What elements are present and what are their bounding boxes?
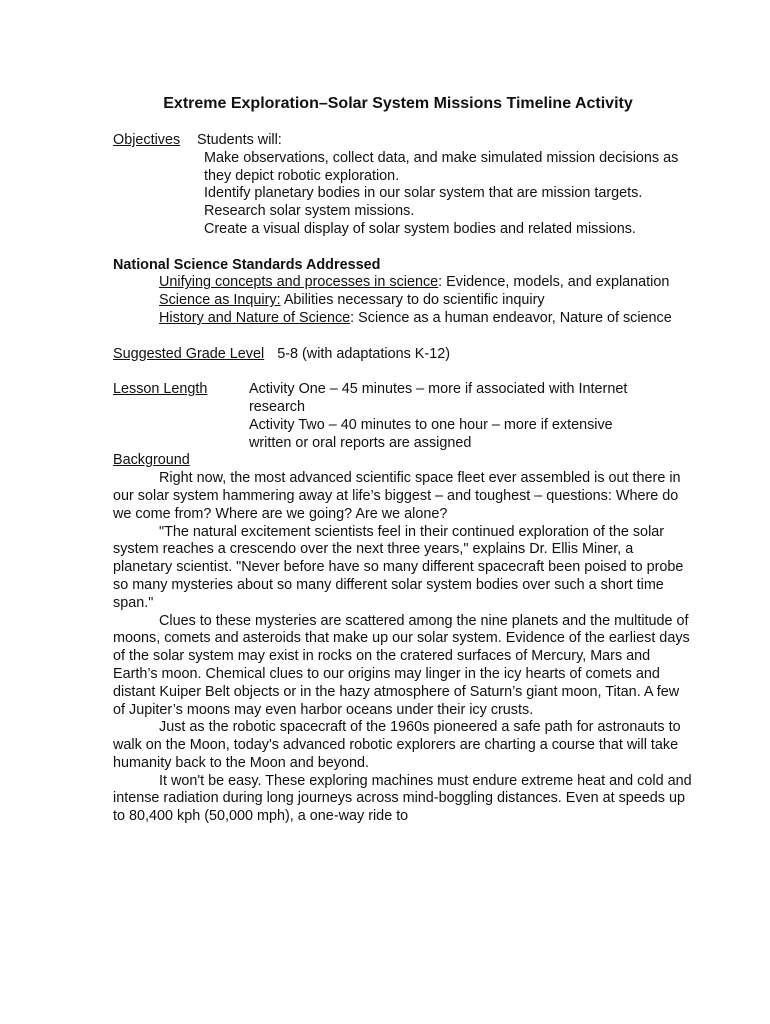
background-paragraph: Right now, the most advanced scientific space fleet ever assembled is out there in our solar system hammering away at life’s biggest – and toughest – questions: Where do we come from? Where are we going? Are we alone? (113, 470, 681, 522)
grade-level-row (113, 346, 693, 364)
objective-item: Make observations, collect data, and make simulated mission decisions as they depict robotic exploration. (204, 149, 679, 184)
objective-item: Research solar system missions. (204, 203, 415, 220)
lesson-length-label: Lesson Length (113, 381, 208, 398)
background-paragraph: Just as the robotic spacecraft of the 1960s pioneered a safe path for astronauts to walk on the Moon, today's advanced robotic explorers are charting a course that will take humanity back to the Moon and beyond. (113, 719, 681, 771)
lesson-item: Activity One – 45 minutes – more if associated with Internet research (249, 381, 628, 415)
standard-item: History and Nature of Science: Science as a human endeavor, Nature of science (159, 309, 672, 326)
lesson-length-section (113, 381, 693, 452)
standard-text: Abilities necessary to do scientific inquiry (283, 292, 545, 309)
standards-heading: National Science Standards Addressed (113, 256, 381, 273)
objectives-label: Objectives (113, 132, 181, 148)
standard-item (113, 292, 693, 310)
background-heading: Background (113, 452, 190, 469)
grade-level-value: 5-8 (with adaptations K-12) (277, 345, 450, 362)
standard-label: Science as Inquiry: (159, 292, 281, 309)
standards-section (113, 257, 693, 328)
standard-label: Unifying concepts and processes in science (159, 274, 439, 291)
background-section (113, 452, 693, 826)
objective-item: Create a visual display of solar system bodies and related missions. (204, 220, 636, 237)
standard-item: Unifying concepts and processes in science: Evidence, models, and explanation (159, 274, 670, 291)
objective-item: Identify planetary bodies in our solar system that are mission targets. (204, 185, 643, 202)
standard-text: Evidence, models, and explanation (446, 274, 670, 291)
objectives-section (113, 132, 693, 239)
objectives-intro: Students will: (197, 132, 282, 148)
standard-text: Science as a human endeavor, Nature of science (358, 309, 672, 326)
background-paragraph: It won't be easy. These exploring machines must endure extreme heat and cold and intense radiation during long journeys across mind-boggling distances. Even at speeds up to 80,400 kph (50,000 mph), a one-way ride to (113, 772, 692, 825)
background-paragraph: "The natural excitement scientists feel in their continued exploration of the solar system reaches a crescendo over the next three years," explains Dr. Ellis Miner, a planetary scientist. "Never before have so many different spacecraft been poised to probe so many mysteries about so many different solar system bodies over such a short time span." (113, 523, 684, 611)
background-paragraph: Clues to these mysteries are scattered among the nine planets and the multitude of moons, comets and asteroids that make up our solar system. Evidence of the earliest days of the solar system may exist in rocks on the cratered surfaces of Mercury, Mars and Earth’s moon. Chemical clues to our origins may linger in the icy hearts of comets and distant Kuiper Belt objects or in the hazy atmosphere of Saturn’s giant moon, Titan. A few of Jupiter’s moons may even harbor oceans under their icy crusts. (113, 612, 690, 718)
document-title: Extreme Exploration–Solar System Missions Timeline Activity (163, 95, 633, 112)
standard-label: History and Nature of Science (159, 309, 351, 326)
lesson-item: Activity Two – 40 minutes to one hour – more if extensive written or oral reports are assigned (249, 416, 613, 451)
grade-level-label: Suggested Grade Level (113, 345, 265, 362)
document-page (113, 94, 693, 826)
